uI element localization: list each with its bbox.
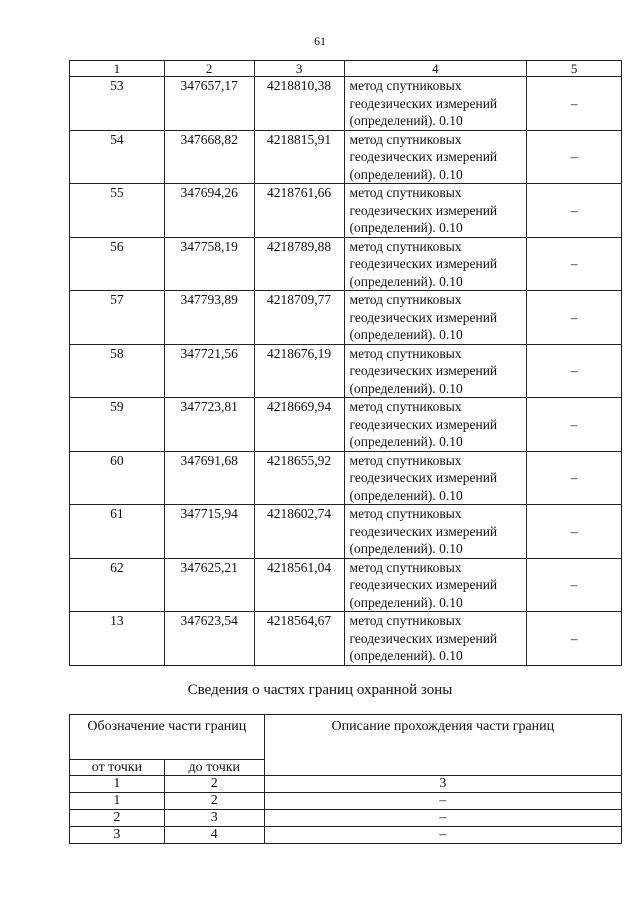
method-description: метод спутниковых геодезических измерений (определений). 0.10: [344, 451, 527, 505]
y-coordinate: 4218669,94: [254, 398, 344, 452]
table-row: [70, 237, 622, 291]
from-point-header: от точки: [70, 760, 165, 776]
method-description: метод спутниковых геодезических измерений (определений). 0.10: [344, 344, 527, 398]
part-description: –: [264, 827, 621, 844]
table-row: [70, 793, 622, 810]
method-description: метод спутниковых геодезических измерений (определений). 0.10: [344, 291, 527, 345]
to-point-header: до точки: [164, 760, 264, 776]
point-number: 60: [70, 451, 165, 505]
method-description: метод спутниковых геодезических измерений (определений). 0.10: [344, 558, 527, 612]
table-row: [70, 558, 622, 612]
y-coordinate: 4218761,66: [254, 184, 344, 238]
column-header: 1: [70, 61, 165, 77]
table-row: [70, 130, 622, 184]
table-row: [70, 505, 622, 559]
table-row: [70, 291, 622, 345]
x-coordinate: 347657,17: [164, 77, 254, 131]
from-point: 3: [70, 827, 165, 844]
extra-value: –: [527, 505, 622, 559]
description-header: Описание прохождения части границ: [264, 715, 621, 776]
extra-value: –: [527, 291, 622, 345]
point-number: 56: [70, 237, 165, 291]
column-header: 3: [254, 61, 344, 77]
point-number: 13: [70, 612, 165, 666]
x-coordinate: 347721,56: [164, 344, 254, 398]
table-row: [70, 184, 622, 238]
y-coordinate: 4218676,19: [254, 344, 344, 398]
from-point: 1: [70, 793, 165, 810]
column-header: 2: [164, 61, 254, 77]
section-title: Сведения о частях границ охранной зоны: [187, 682, 453, 698]
extra-value: –: [527, 451, 622, 505]
method-description: метод спутниковых геодезических измерений (определений). 0.10: [344, 237, 527, 291]
x-coordinate: 347623,54: [164, 612, 254, 666]
extra-value: –: [527, 237, 622, 291]
method-description: метод спутниковых геодезических измерений (определений). 0.10: [344, 184, 527, 238]
x-coordinate: 347793,89: [164, 291, 254, 345]
to-point: 2: [164, 793, 264, 810]
table-row: [70, 612, 622, 666]
point-number: 53: [70, 77, 165, 131]
extra-value: –: [527, 398, 622, 452]
extra-value: –: [527, 184, 622, 238]
point-number: 57: [70, 291, 165, 345]
y-coordinate: 4218564,67: [254, 612, 344, 666]
table-row: [70, 344, 622, 398]
point-number: 61: [70, 505, 165, 559]
method-description: метод спутниковых геодезических измерений (определений). 0.10: [344, 505, 527, 559]
point-number: 58: [70, 344, 165, 398]
y-coordinate: 4218561,04: [254, 558, 344, 612]
column-header: 4: [344, 61, 527, 77]
y-coordinate: 4218815,91: [254, 130, 344, 184]
y-coordinate: 4218709,77: [254, 291, 344, 345]
extra-value: –: [527, 558, 622, 612]
table-row: [70, 451, 622, 505]
boundary-designation-header: Обозначение части границ: [70, 715, 265, 760]
header-row: [70, 715, 622, 760]
coordinates-header-row: [70, 61, 622, 77]
method-description: метод спутниковых геодезических измерений (определений). 0.10: [344, 130, 527, 184]
column-number-row: [70, 776, 622, 793]
extra-value: –: [527, 344, 622, 398]
y-coordinate: 4218789,88: [254, 237, 344, 291]
table-row: [70, 827, 622, 844]
extra-value: –: [527, 612, 622, 666]
extra-value: –: [527, 130, 622, 184]
x-coordinate: 347694,26: [164, 184, 254, 238]
x-coordinate: 347625,21: [164, 558, 254, 612]
column-number: 1: [70, 776, 165, 793]
boundary-parts-table: [69, 714, 622, 844]
column-number: 2: [164, 776, 264, 793]
to-point: 3: [164, 810, 264, 827]
coordinates-table: [69, 60, 622, 666]
column-number: 3: [264, 776, 621, 793]
table-row: [70, 810, 622, 827]
method-description: метод спутниковых геодезических измерений (определений). 0.10: [344, 77, 527, 131]
to-point: 4: [164, 827, 264, 844]
y-coordinate: 4218602,74: [254, 505, 344, 559]
point-number: 55: [70, 184, 165, 238]
point-number: 54: [70, 130, 165, 184]
table-row: [70, 398, 622, 452]
y-coordinate: 4218810,38: [254, 77, 344, 131]
column-header: 5: [527, 61, 622, 77]
extra-value: –: [527, 77, 622, 131]
from-point: 2: [70, 810, 165, 827]
point-number: 62: [70, 558, 165, 612]
x-coordinate: 347691,68: [164, 451, 254, 505]
point-number: 59: [70, 398, 165, 452]
page-number: 61: [314, 34, 326, 48]
x-coordinate: 347758,19: [164, 237, 254, 291]
x-coordinate: 347723,81: [164, 398, 254, 452]
part-description: –: [264, 810, 621, 827]
y-coordinate: 4218655,92: [254, 451, 344, 505]
table-row: [70, 77, 622, 131]
method-description: метод спутниковых геодезических измерений (определений). 0.10: [344, 612, 527, 666]
part-description: –: [264, 793, 621, 810]
x-coordinate: 347668,82: [164, 130, 254, 184]
x-coordinate: 347715,94: [164, 505, 254, 559]
method-description: метод спутниковых геодезических измерений (определений). 0.10: [344, 398, 527, 452]
